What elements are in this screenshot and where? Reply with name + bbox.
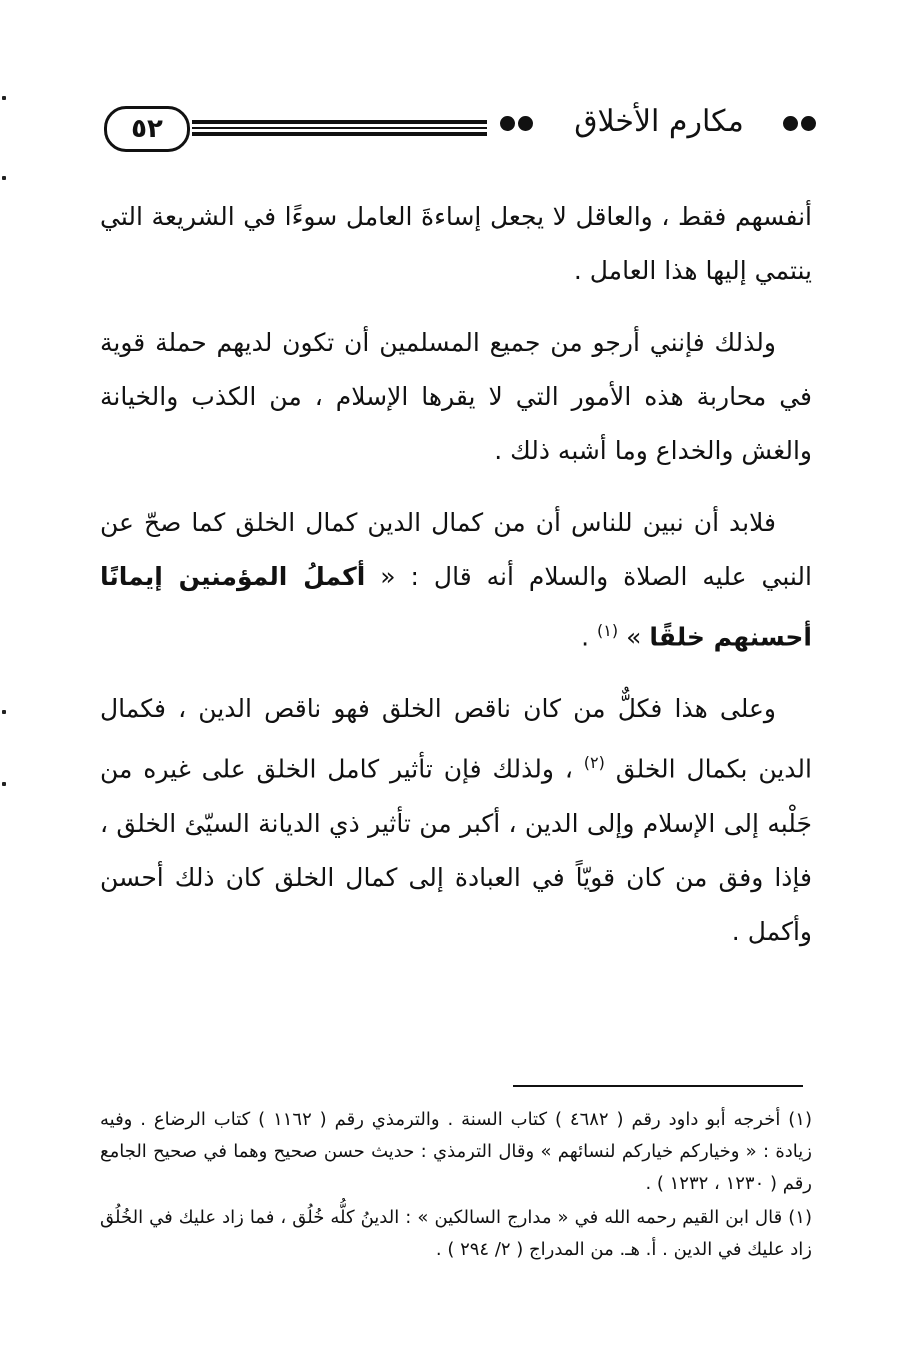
- paragraph-3-end: .: [581, 622, 598, 652]
- quote-close: »: [618, 622, 650, 652]
- paragraph-4-text-a: وعلى هذا فكلٌّ من كان ناقص الخلق فهو ناقص الدين ، فكمال الدين بكمال الخلق: [100, 694, 812, 784]
- paragraph-1: أنفسهم فقط ، والعاقل لا يجعل إساءةَ العامل سوءًا في الشريعة التي ينتمي إليها هذا العامل .: [100, 202, 812, 285]
- scan-speck: [2, 782, 6, 786]
- footnote-separator: [513, 1085, 803, 1087]
- paragraph-4: [100, 682, 812, 958]
- page-header: [100, 100, 820, 158]
- hadith-quote: أكملُ المؤمنين إيمانًا أحسنهم خلقًا: [100, 562, 812, 652]
- paragraph-4-text-b: ، ولذلك فإن تأثير كامل الخلق على غيره من جَلْبه إلى الإسلام وإلى الدين ، أكبر من تأثير ذي الديانة السيّئ الخلق ، فإذا وفق من كان قويّاً في العبادة إلى كمال الخلق كان ذلك أحسن وأكمل .: [100, 754, 812, 946]
- header-rule: [192, 120, 487, 138]
- main-text: [100, 190, 812, 977]
- footnote-1: (١) أخرجه أبو داود رقم ( ٤٦٨٢ ) كتاب السنة . والترمذي رقم ( ١١٦٢ ) كتاب الرضاع . وفيه زيادة : « وخياركم خياركم لنسائهم » وقال الترمذي : حديث حسن صحيح وهما في صحيح الجامع رقم ( ١٢٣٠ ، ١٢٣٢ ) .: [100, 1109, 812, 1194]
- scan-speck: [2, 710, 6, 714]
- paragraph-3-text: فلابد أن نبين للناس أن من كمال الدين كمال الخلق كما صحّ عن النبي عليه الصلاة والسلام أنه قال : «: [100, 508, 812, 591]
- page-number: ٥٢: [104, 106, 190, 152]
- footnote-2: (١) قال ابن القيم رحمه الله في « مدارج السالكين » : الدينُ كلُّه خُلُق ، فما زاد عليك في الخُلُق زاد عليك في الدين . أ. هـ. من المدراج ( ٢/ ٢٩٤ ) .: [100, 1207, 812, 1260]
- footnote-ref-1: (١): [597, 621, 619, 640]
- book-title: مكارم الأخلاق: [574, 104, 744, 139]
- footnotes: [100, 1104, 812, 1268]
- ornament-dots-right: [783, 116, 816, 131]
- paragraph-2: ولذلك فإنني أرجو من جميع المسلمين أن تكون لديهم حملة قوية في محاربة هذه الأمور التي لا يقرها الإسلام ، من الكذب والخيانة والغش والخداع وما أشبه ذلك .: [100, 328, 812, 465]
- footnote-ref-2: (٢): [583, 753, 605, 773]
- paragraph-3: [100, 496, 812, 664]
- ornament-dots-left: [500, 116, 533, 131]
- scan-speck: [2, 176, 6, 180]
- scan-speck: [2, 96, 6, 100]
